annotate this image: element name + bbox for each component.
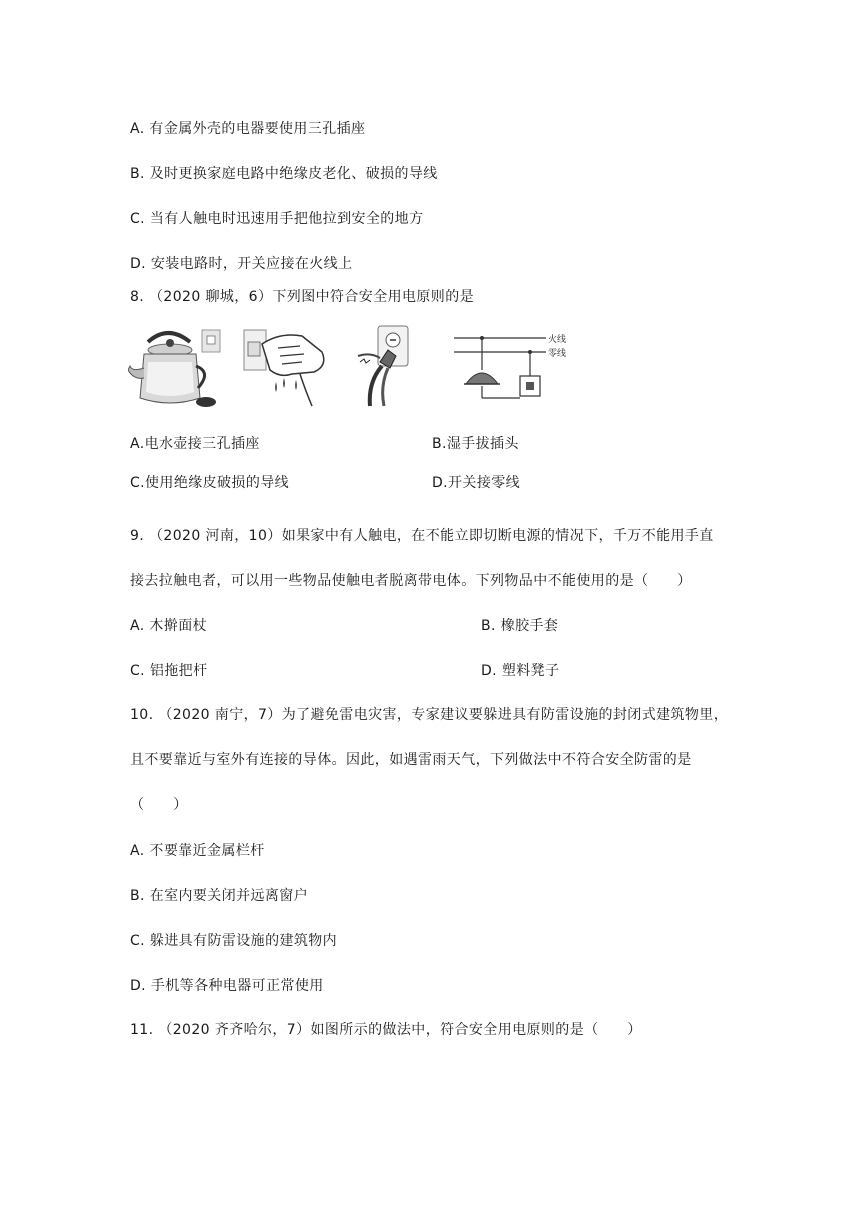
live-wire-label: 火线 <box>548 335 567 345</box>
switch-circuit-figure <box>446 322 580 410</box>
q9-option-c: C. 铝拖把杆 <box>130 663 208 679</box>
q9-stem-line-2: 接去拉触电者，可以用一些物品使触电者脱离带电体。下列物品中不能使用的是（ ） <box>130 573 692 589</box>
q10-option-a: A. 不要靠近金属栏杆 <box>130 843 265 859</box>
q7-option-a: A. 有金属外壳的电器要使用三孔插座 <box>130 121 366 137</box>
q10-stem-line-1: 10. （2020 南宁，7）为了避免雷电灾害，专家建议要躲进具有防雷设施的封闭式建筑物里， <box>130 707 729 723</box>
q7-option-d: D. 安装电路时，开关应接在火线上 <box>130 256 353 272</box>
q9-option-b: B. 橡胶手套 <box>481 618 559 634</box>
q10-option-d: D. 手机等各种电器可正常使用 <box>130 978 324 994</box>
q11-stem: 11. （2020 齐齐哈尔，7）如图所示的做法中，符合安全用电原则的是（ ） <box>130 1022 642 1038</box>
neutral-wire-label: 零线 <box>548 349 567 359</box>
q9-option-d: D. 塑料凳子 <box>481 663 560 679</box>
q8-option-d: D.开关接零线 <box>432 475 521 491</box>
kettle-figure <box>128 322 228 410</box>
q10-stem-line-2: 且不要靠近与室外有连接的导体。因此，如遇雷雨天气，下列做法中不符合安全防雷的是 <box>130 752 692 768</box>
q7-option-b: B. 及时更换家庭电路中绝缘皮老化、破损的导线 <box>130 166 438 182</box>
q10-option-c: C. 躲进具有防雷设施的建筑物内 <box>130 933 338 949</box>
wet-hand-plug-figure <box>240 322 336 410</box>
q10-option-b: B. 在室内要关闭并远离窗户 <box>130 888 309 904</box>
q7-option-c: C. 当有人触电时迅速用手把他拉到安全的地方 <box>130 211 424 227</box>
q8-stem: 8. （2020 聊城，6）下列图中符合安全用电原则的是 <box>130 289 474 305</box>
q9-option-a: A. 木擀面杖 <box>130 618 208 634</box>
q8-option-c: C.使用绝缘皮破损的导线 <box>130 475 290 491</box>
q8-option-b: B.湿手拔插头 <box>432 436 519 452</box>
q9-stem-line-1: 9. （2020 河南，10）如果家中有人触电，在不能立即切断电源的情况下，千万不能用手直 <box>130 528 714 544</box>
q8-option-a: A.电水壶接三孔插座 <box>130 436 260 452</box>
damaged-wire-figure <box>350 322 430 410</box>
q10-stem-line-3: （ ） <box>130 797 188 813</box>
